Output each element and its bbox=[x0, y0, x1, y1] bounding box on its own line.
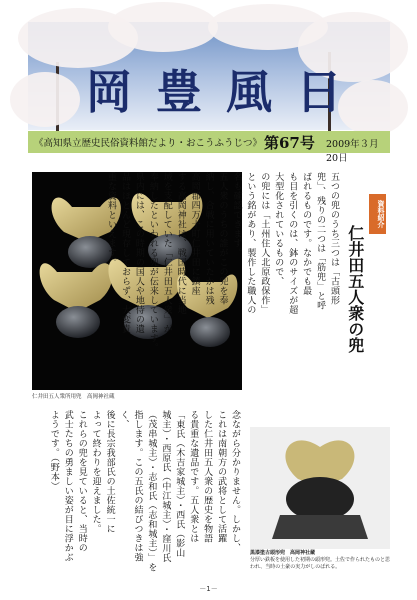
article-line: した仁井田五人衆の歴史を物語 bbox=[202, 410, 213, 543]
article-title: 仁井田五人衆の兜 bbox=[345, 225, 365, 353]
article-line: 県内には、この時期の国人や地侍の遺 bbox=[133, 172, 144, 334]
page-number: －1－ bbox=[199, 585, 218, 593]
article-tag: 資料紹介 bbox=[369, 194, 386, 234]
small-photo-caption bbox=[250, 550, 392, 571]
article-line: 大型化されているもので、 bbox=[273, 172, 284, 286]
main-photo-caption: 仁井田五人衆所用兜 高岡神社蔵 bbox=[32, 394, 115, 400]
article-line: 五つの兜のうち三つは「古頭形 bbox=[329, 172, 339, 305]
article-line: 奉納したといわれる兜が伝来しています。 bbox=[147, 172, 158, 353]
newsletter-subtitle: 《高知県立歴史民俗資料館だより・おこうふうじつ》 bbox=[34, 138, 263, 149]
article-line: 品はほとんど現存しておらず、大変貴 bbox=[119, 172, 130, 334]
article-line: 「東氏（木吉家城主）・西氏（影山 bbox=[174, 410, 185, 558]
article-line: よって終わりを迎えました。 bbox=[90, 410, 101, 534]
header-banner bbox=[28, 22, 390, 130]
issue-number: 第67号 bbox=[264, 134, 315, 152]
issue-date: 2009年３月20日 bbox=[326, 139, 379, 164]
article-body-right bbox=[106, 172, 340, 412]
article-line: 武士たちの勇ましい姿が目に浮かぶ bbox=[62, 410, 73, 562]
article-line: という銘があり、製作した職人の bbox=[245, 172, 256, 315]
small-photo-helmet bbox=[250, 427, 390, 549]
article-line: （茂串城主）・志和氏（志和城主）」を bbox=[146, 410, 157, 572]
article-line: 兜」、残りの二つは「筋兜」と呼 bbox=[315, 172, 326, 310]
article-line: ようです。（野本） bbox=[48, 410, 59, 491]
article-line: これらの兜を見ていると、当時の bbox=[76, 410, 87, 553]
article-line: 名も確認できます。 bbox=[231, 172, 242, 258]
helmet-small-illustration bbox=[250, 427, 390, 549]
helmet-3 bbox=[40, 263, 113, 338]
article-line: も目を引くのは、鉢のサイズが超 bbox=[287, 172, 298, 315]
cherry-blossom bbox=[10, 72, 80, 127]
article-line: 後に長宗我部氏の土佐統一に bbox=[104, 410, 115, 534]
article-line: る貴重な遺品です。五人衆とは bbox=[188, 410, 199, 543]
header-info-band bbox=[28, 131, 390, 164]
article-line: 納し、合戦に用いていたかは残 bbox=[203, 172, 214, 305]
small-photo-caption-title: 黒漆塗古頭形兜 高岡神社蔵 bbox=[250, 550, 316, 556]
article-line: 念ながら分かりません。しかし、 bbox=[230, 410, 240, 553]
newsletter-logo: 岡豊風日 bbox=[86, 65, 366, 119]
article-line: これは南朝方の武将として活躍 bbox=[216, 410, 227, 543]
article-line: 高岡郡四万十町仁井田に鎮座 bbox=[189, 172, 200, 296]
article-line: 域を支配していた「仁井田五人衆」が bbox=[161, 172, 172, 334]
article-line: 五人衆のうちの誰がこの兜を奉 bbox=[217, 172, 228, 305]
article-line: 城主）・西原氏（中江城主）・窪川氏 bbox=[160, 410, 171, 563]
article-body-bottom bbox=[36, 410, 241, 580]
article-line: する高岡神社は、戦国時代に当地 bbox=[175, 172, 186, 315]
article-line: の兜には「土州住人北原政保作」 bbox=[259, 172, 270, 315]
article-line: 重な資料といえます。 bbox=[106, 172, 116, 267]
small-photo-caption-note: 分厚い鉄板を使用した初期の頭形兜。土佐で作られたものと思われ、当時の土豪の実力がしのばれる。 bbox=[250, 557, 391, 570]
article-line: 指します。この五氏の結びつきは強く、 bbox=[118, 410, 143, 562]
article-line: ばれるものです。なかでも最 bbox=[301, 172, 312, 296]
cherry-blossom bbox=[108, 2, 218, 52]
